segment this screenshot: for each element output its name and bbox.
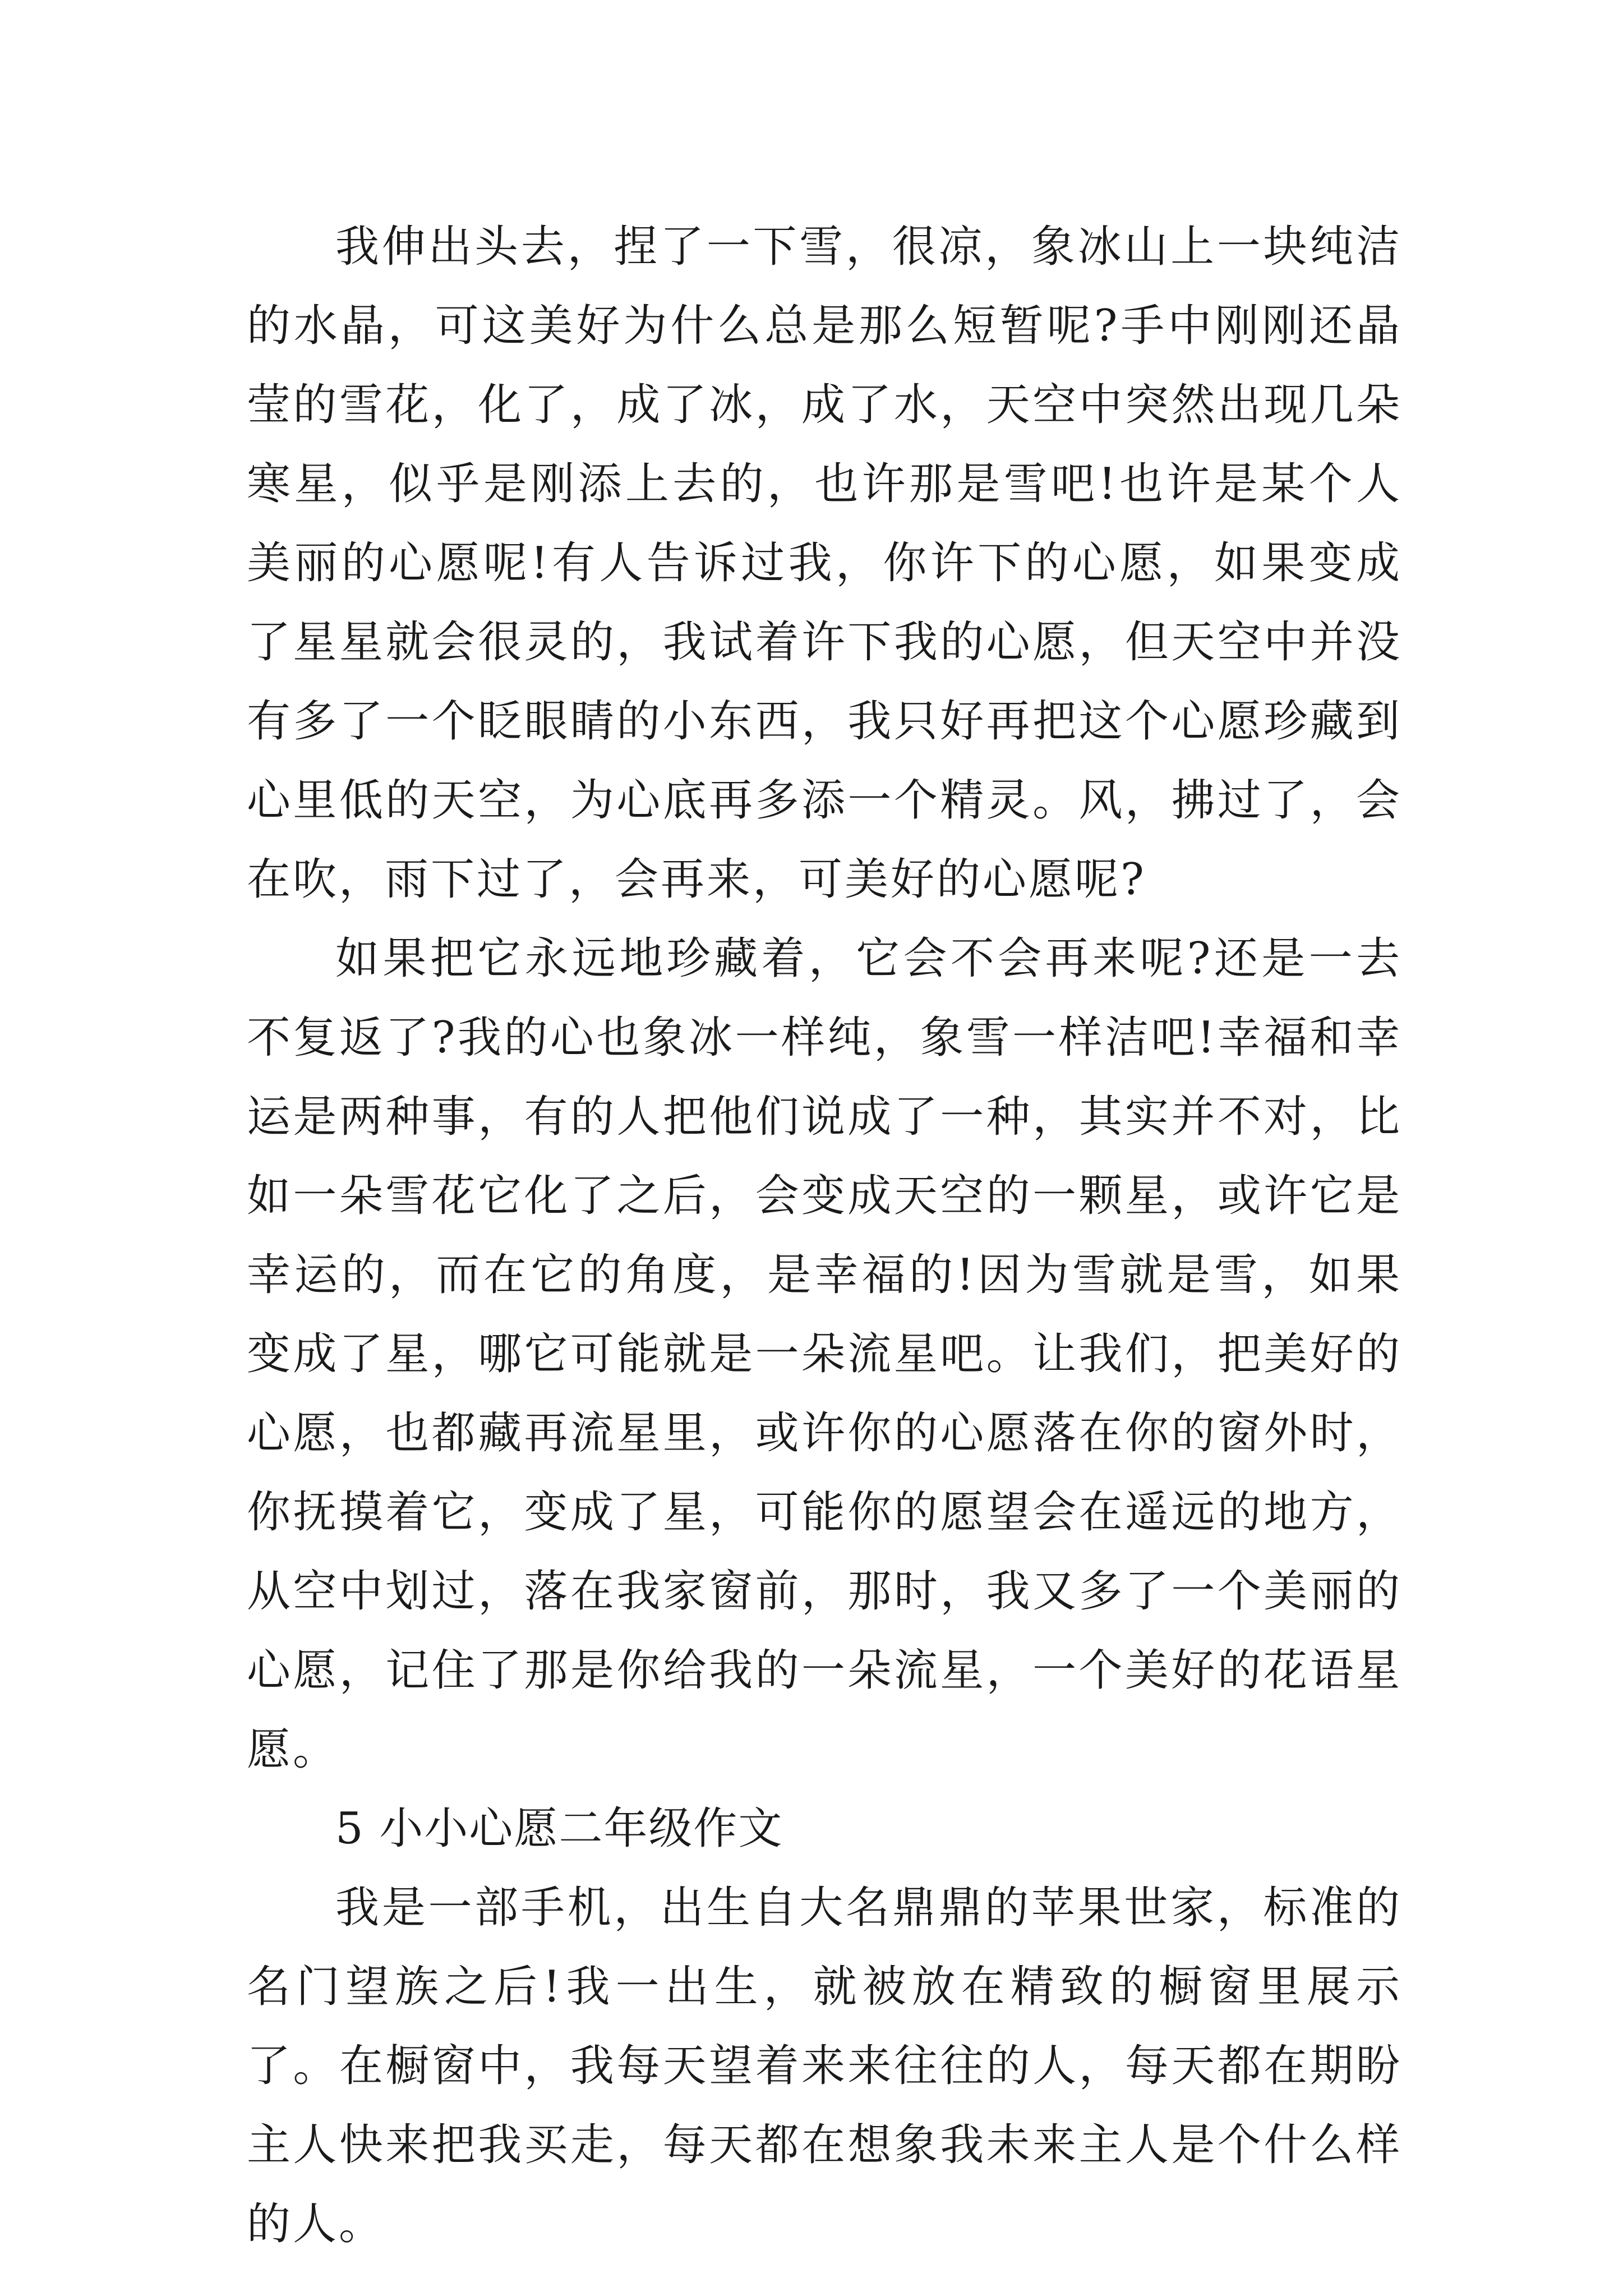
paragraph-phone-story: 我是一部手机，出生自大名鼎鼎的苹果世家，标准的名门望族之后!我一出生，就被放在精致的橱窗里展示了。在橱窗中，我每天望着来来往往的人，每天都在期盼主人快来把我买走，每天都在想象我未来主人是个什么样的人。 bbox=[247, 1883, 1402, 2249]
document-body bbox=[247, 208, 1402, 2264]
section-heading: 5 小小心愿二年级作文 bbox=[335, 1803, 783, 1854]
paragraph-snow-wish: 我伸出头去，捏了一下雪，很凉，象冰山上一块纯洁的水晶，可这美好为什么总是那么短暂呢?手中刚刚还晶莹的雪花，化了，成了冰，成了水，天空中突然出现几朵寒星，似乎是刚添上去的，也许那是雪吧!也许是某个人美丽的心愿呢!有人告诉过我，你许下的心愿，如果变成了星星就会很灵的，我试着许下我的心愿，但天空中并没有多了一个眨眼睛的小东西，我只好再把这个心愿珍藏到心里低的天空，为心底再多添一个精灵。风，拂过了，会在吹，雨下过了，会再来，可美好的心愿呢? bbox=[247, 222, 1402, 905]
paragraph-meteor-wish: 如果把它永远地珍藏着，它会不会再来呢?还是一去不复返了?我的心也象冰一样纯，象雪一样洁吧!幸福和幸运是两种事，有的人把他们说成了一种，其实并不对，比如一朵雪花它化了之后，会变成天空的一颗星，或许它是幸运的，而在它的角度，是幸福的!因为雪就是雪，如果变成了星，哪它可能就是一朵流星吧。让我们，把美好的心愿，也都藏再流星里，或许你的心愿落在你的窗外时，你抚摸着它，变成了星，可能你的愿望会在遥远的地方，从空中划过，落在我家窗前，那时，我又多了一个美丽的心愿，记住了那是你给我的一朵流星，一个美好的花语星愿。 bbox=[247, 933, 1402, 1775]
